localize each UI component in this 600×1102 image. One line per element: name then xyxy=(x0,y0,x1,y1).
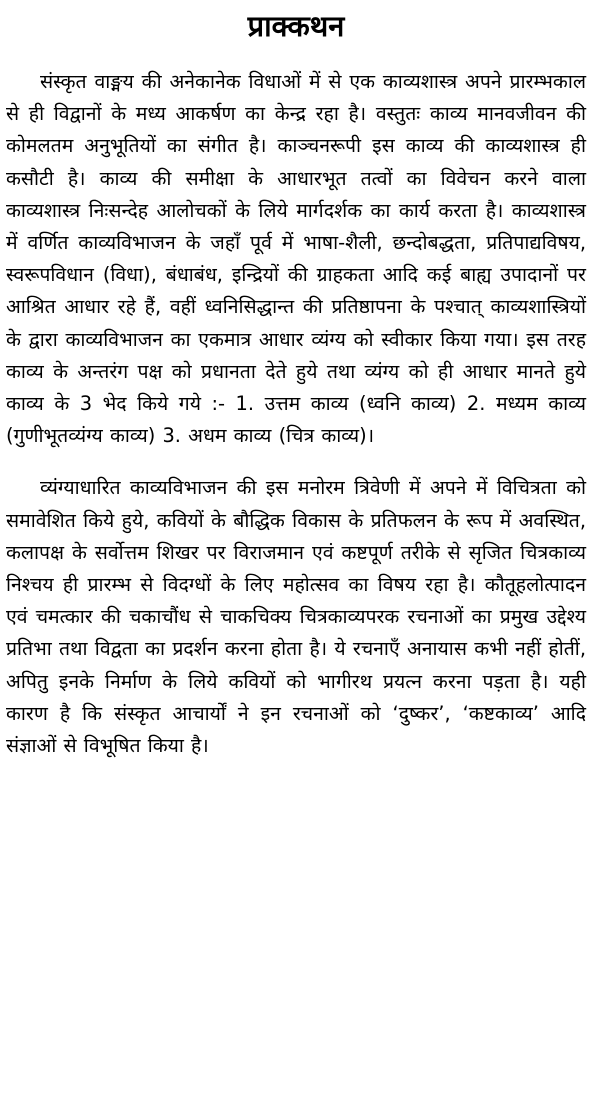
paragraph-1: संस्कृत वाङ्मय की अनेकानेक विधाओं में से एक काव्यशास्त्र अपने प्रारम्भकाल से ही विद्वानों के मध्य आकर्षण का केन्द्र रहा है। वस्तुतः काव्य मानवजीवन की कोमलतम अनुभूतियों का संगीत है। काञ्चनरूपी इस काव्य की काव्यशास्त्र ही कसौटी है। काव्य की समीक्षा के आधारभूत तत्वों का विवेचन करने वाला काव्यशास्त्र निःसन्देह आलोचकों के लिये मार्गदर्शक का कार्य करता है। काव्यशास्त्र में वर्णित काव्यविभाजन के जहाँ पूर्व में भाषा-शैली, छन्दोबद्धता, प्रतिपाद्यविषय, स्वरूपविधान (विधा), बंधाबंध, इन्द्रियों की ग्राहकता आदि कई बाह्य उपादानों पर आश्रित आधार रहे हैं, वहीं ध्वनिसिद्धान्त की प्रतिष्ठापना के पश्चात् काव्यशास्त्रियों के द्वारा काव्यविभाजन का एकमात्र आधार व्यंग्य को स्वीकार किया गया। इस तरह काव्य के अन्तरंग पक्ष को प्रधानता देते हुये तथा व्यंग्य को ही आधार मानते हुये काव्य के 3 भेद किये गये :- 1. उत्तम काव्य (ध्वनि काव्य) 2. मध्यम काव्य (गुणीभूतव्यंग्य काव्य) 3. अधम काव्य (चित्र काव्य)। xyxy=(6,70,587,448)
paragraph-2: व्यंग्याधारित काव्यविभाजन की इस मनोरम त्रिवेणी में अपने में विचित्रता को समावेशित किये हुये, कवियों के बौद्धिक विकास के प्रतिफलन के रूप में अवस्थित, कलापक्ष के सर्वोत्तम शिखर पर विराजमान एवं कष्टपूर्ण तरीके से सृजित चित्रकाव्य निश्चय ही प्रारम्भ से विदग्धों के लिए महोत्सव का विषय रहा है। कौतूहलोत्पादन एवं चमत्कार की चकाचौंध से चाकचिक्य चित्रकाव्यपरक रचनाओं का प्रमुख उद्देश्य प्रतिभा तथा विद्वता का प्रदर्शन करना होता है। ये रचनाएँ अनायास कभी नहीं होतीं, अपितु इनके निर्माण के लिये कवियों को भागीरथ प्रयत्न करना पड़ता है। यही कारण है कि संस्कृत आचार्यों ने इन रचनाओं को ‘दुष्कर’, ‘कष्टकाव्य’ आदि संज्ञाओं से विभूषित किया है। xyxy=(6,476,586,758)
page-title: प्राक्कथन xyxy=(247,9,345,43)
